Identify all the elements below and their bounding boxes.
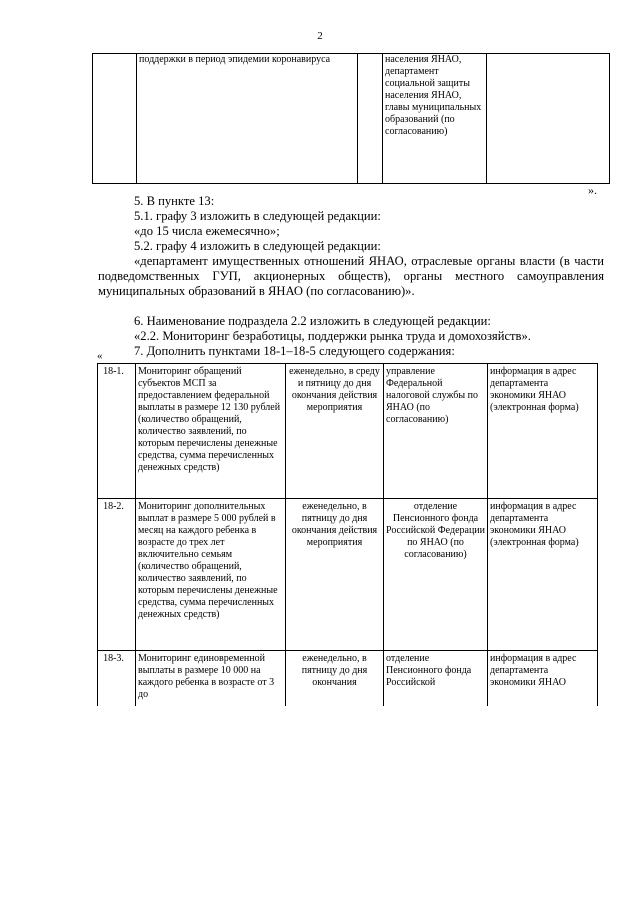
closing-quote: ». — [588, 183, 597, 197]
table-row — [98, 499, 598, 651]
paragraph: 7. Дополнить пунктами 18-1–18-5 следующего содержания: — [134, 344, 455, 358]
paragraph: «2.2. Мониторинг безработицы, поддержки рынка труда и домохозяйств». — [134, 329, 531, 343]
table-row — [98, 364, 598, 499]
row-term: еженедельно, в пятницу до дня окончания — [286, 651, 384, 706]
row-executor: управление Федеральной налоговой службы по ЯНАО (по согласованию) — [384, 364, 488, 499]
row-term: еженедельно, в среду и пятницу до дня окончания действия мероприятия — [286, 364, 384, 499]
paragraph: 5.1. графу 3 изложить в следующей редакции: — [134, 209, 381, 223]
measures-table — [97, 363, 598, 706]
row-number: 18-1. — [98, 364, 136, 499]
row-executor: отделение Пенсионного фонда Российской — [384, 651, 488, 706]
row-result: информация в адрес департамента экономики ЯНАО — [488, 651, 598, 706]
row-term: еженедельно, в пятницу до дня окончания действия мероприятия — [286, 499, 384, 651]
row-executor: отделение Пенсионного фонда Российской Федерации по ЯНАО (по согласованию) — [384, 499, 488, 651]
row-number: 18-2. — [98, 499, 136, 651]
row-result: информация в адрес департамента экономики ЯНАО (электронная форма) — [488, 364, 598, 499]
row-number: 18-3. — [98, 651, 136, 706]
table-cell — [358, 54, 383, 184]
paragraph: 5. В пункте 13: — [134, 194, 215, 208]
paragraph: «до 15 числа ежемесячно»; — [134, 224, 280, 238]
row-name: Мониторинг дополнительных выплат в размере 5 000 рублей в месяц на каждого ребенка в возрасте до трех лет включительно семьям (количество обращений, количество заявлений, по которым перечислены денежные средства, сумма перечисленных денежных средств) — [136, 499, 286, 651]
table-cell: населения ЯНАО, департамент социальной защиты населения ЯНАО, главы муниципальных образований (по согласованию) — [383, 54, 487, 184]
paragraph-text: «департамент имущественных отношений ЯНАО, отраслевые органы власти (в части подведомственных ГУП, акционерных обществ), органы местного самоуправления муниципальных образований в ЯНАО (по согласованию)». — [98, 254, 604, 298]
continued-table — [92, 53, 610, 184]
paragraph — [98, 254, 604, 299]
table-cell — [93, 54, 137, 184]
row-result: информация в адрес департамента экономики ЯНАО (электронная форма) — [488, 499, 598, 651]
open-quote: « — [97, 350, 103, 362]
table-cell: поддержки в период эпидемии коронавируса — [137, 54, 358, 184]
paragraph: 6. Наименование подраздела 2.2 изложить в следующей редакции: — [134, 314, 491, 328]
table-row — [98, 651, 598, 706]
page-number: 2 — [317, 30, 323, 42]
row-name: Мониторинг единовременной выплаты в размере 10 000 на каждого ребенка в возрасте от 3 до — [136, 651, 286, 706]
row-name: Мониторинг обращений субъектов МСП за предоставлением федеральной выплаты в размере 12 130 рублей (количество обращений, количество заявлений, по которым перечислены денежные средства, сумма перечисленных денежных средств) — [136, 364, 286, 499]
table-cell — [487, 54, 610, 184]
paragraph: 5.2. графу 4 изложить в следующей редакции: — [134, 239, 381, 253]
table-row — [93, 54, 610, 184]
